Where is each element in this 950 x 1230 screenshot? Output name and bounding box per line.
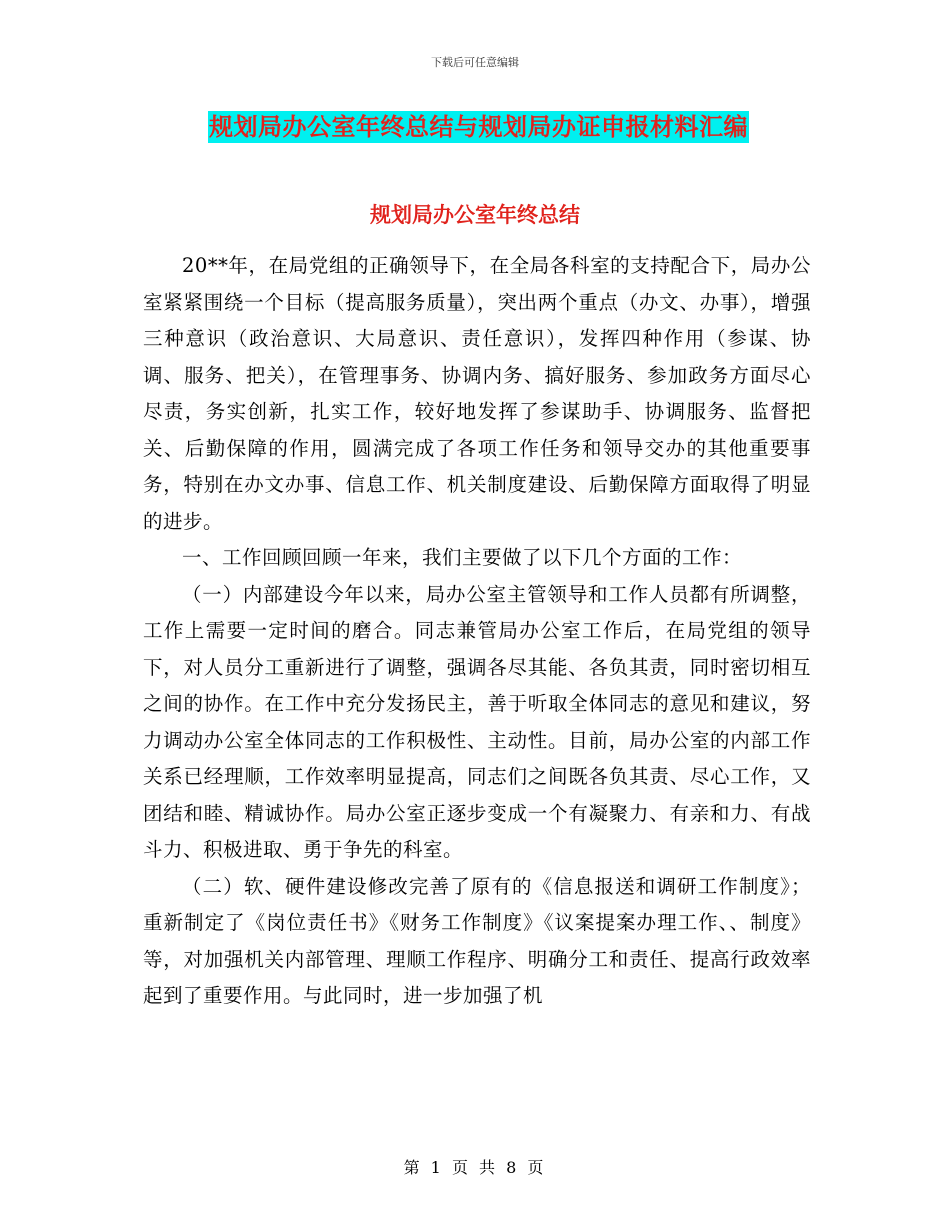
body-paragraph: （一）内部建设今年以来，局办公室主管领导和工作人员都有所调整，工作上需要一定时间的磨合。同志兼管局办公室工作后，在局党组的领导下，对人员分工重新进行了调整，强调各尽其能、各负其责，同时密切相互之间的协作。在工作中充分发扬民主，善于听取全体同志的意见和建议，努力调动办公室全体同志的工作积极性、主动性。目前，局办公室的内部工作关系已经理顺，工作效率明显提高，同志们之间既各负其责、尽心工作，又团结和睦、精诚协作。局办公室正逐步变成一个有凝聚力、有亲和力、有战斗力、积极进取、勇于争先的科室。 bbox=[143, 582, 811, 861]
body-paragraph: 一、工作回顾回顾一年来，我们主要做了以下几个方面的工作： bbox=[182, 546, 743, 569]
section-title: 规划局办公室年终总结 bbox=[370, 202, 580, 227]
body-paragraph: 20**年，在局党组的正确领导下，在全局各科室的支持配合下，局办公室紧紧围绕一个目标（提高服务质量），突出两个重点（办文、办事），增强三种意识（政治意识、大局意识、责任意识），发挥四种作用（参谋、协调、服务、把关），在管理事务、协调内务、搞好服务、参加政务方面尽心尽责，务实创新，扎实工作，较好地发挥了参谋助手、协调服务、监督把关、后勤保障的作用，圆满完成了各项工作任务和领导交办的其他重要事务，特别在办文办事、信息工作、机关制度建设、后勤保障方面取得了明显的进步。 bbox=[143, 254, 811, 533]
main-title-container bbox=[208, 111, 749, 143]
page-number: 第 1 页 共 8 页 bbox=[403, 1158, 547, 1177]
main-title: 规划局办公室年终总结与规划局办证申报材料汇编 bbox=[209, 112, 748, 141]
body-paragraph: （二）软、硬件建设修改完善了原有的《信息报送和调研工作制度》；重新制定了《岗位责任书》《财务工作制度》《议案提案办理工作、、制度》等，对加强机关内部管理、理顺工作程序、明确分工和责任、提高行政效率起到了重要作用。与此同时，进一步加强了机 bbox=[143, 874, 811, 1007]
document-body bbox=[143, 248, 811, 1015]
header-note: 下载后可任意编辑 bbox=[431, 56, 519, 69]
